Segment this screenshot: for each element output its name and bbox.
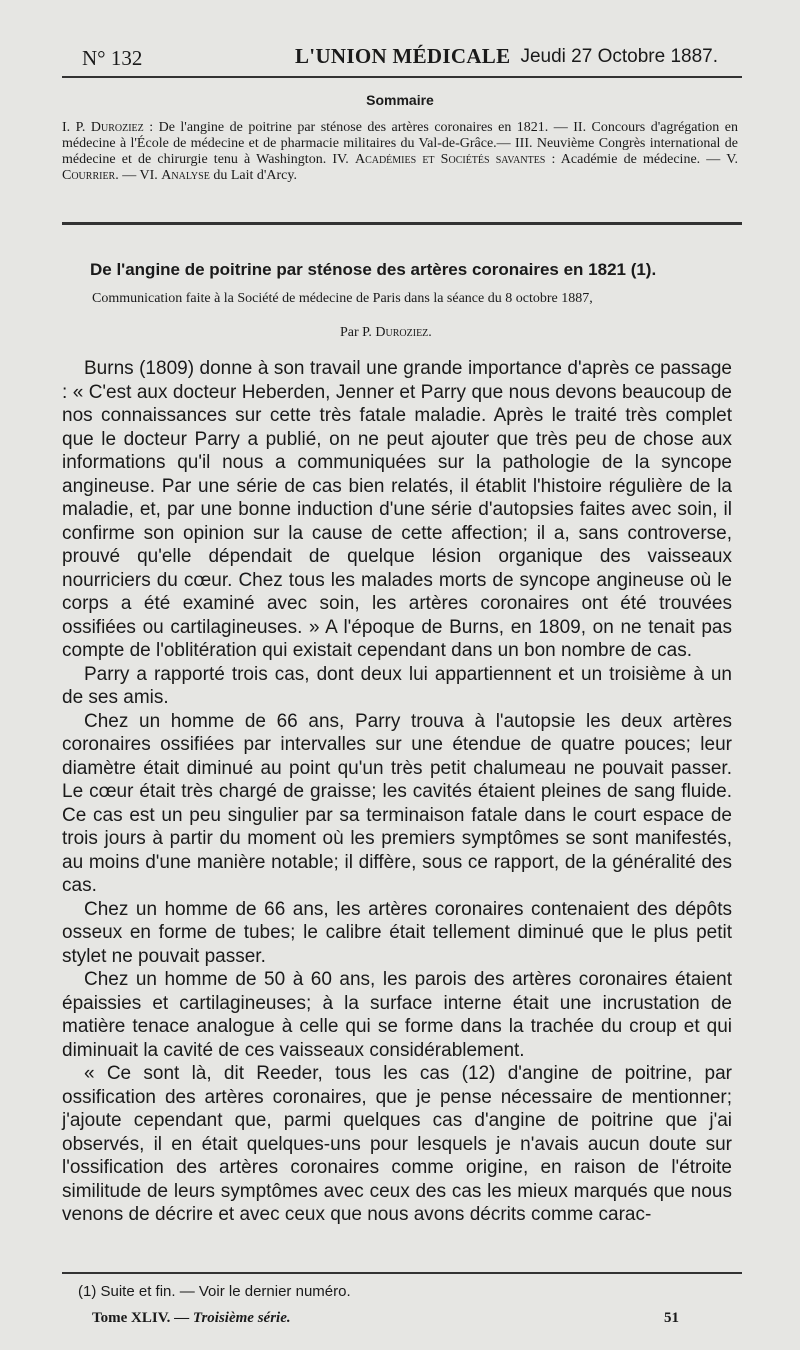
summary-text	[62, 120, 738, 184]
summary-author: Duroziez	[90, 120, 144, 135]
summary-text-part: : Académie de médecine. — V.	[545, 152, 739, 167]
page-number: 51	[664, 1310, 679, 1326]
journal-title: L'UNION MÉDICALE	[295, 44, 511, 68]
footer-tome: Tome XLIV. —	[92, 1310, 193, 1326]
article-body	[62, 357, 732, 1227]
footnote-rule	[62, 1272, 742, 1274]
author-prefix: Par P.	[340, 325, 376, 340]
issue-date: Jeudi 27 Octobre 1887.	[520, 46, 718, 67]
footer-volume	[92, 1310, 291, 1327]
paragraph: Burns (1809) donne à son travail une grande importance d'après ce passage : « C'est aux docteur Heberden, Jenner et Parry que nous devons beaucoup de nos connaissances sur cette très fatale maladie. Après le traité très complet que le docteur Parry a publié, on ne peut ajouter que très peu de chose aux informations qu'il nous a communiquées sur la pathologie de la syncope angineuse. Par une série de cas bien relatés, il établit l'histoire régulière de la maladie, et, par une bonne induction d'une série d'autopsies faites avec soin, il confirme son opinion sur la cause de cette affection; il a, sans controverse, prouvé qu'elle dépendait de quelque lésion organique des vaisseaux nourriciers du cœur. Chez tous les malades morts de syncope angineuse où le corps a été examiné avec soin, les artères coronaires ont été trouvées ossifiées ou cartilagineuses. » A l'époque de Burns, en 1809, on ne tenait pas compte de l'oblitération qui existait cependant dans un bon nombre de cas.	[62, 358, 732, 661]
summary-title: Sommaire	[366, 92, 434, 108]
summary-section: Académies et Sociétés savantes	[354, 152, 546, 167]
author-name: Duroziez	[375, 325, 429, 340]
page-header	[82, 44, 722, 74]
paragraph: Chez un homme de 50 à 60 ans, les parois des artères coronaires étaient épaissies et cartilagineuses; à la surface interne était une incrustation de matière tenace analogue à celle qui se forme dans la trachée du croup et qui diminuait la cavité de ces vaisseaux considérablement.	[62, 969, 732, 1061]
paragraph: « Ce sont là, dit Reeder, tous les cas (12) d'angine de poitrine, par ossification des artères coronaires, que je pense nécessaire de mentionner; j'ajoute cependant que, parmi quelques cas d'angine de poitrine que j'ai observés, il en était quelques-uns pour lesquels je n'avais aucun doute sur l'ossification des artères coronaires comme origine, en raison de l'étroite similitude de leurs symptômes avec ceux des cas les mieux marqués que nous venons de décrire et avec ceux que nous avons décrits comme carac-	[62, 1063, 732, 1225]
summary-text-part: : De l'angine de poitrine par sténose des artères coronaires en 1821. — II. Concours d'agrégation en médecine à l'École de médecine et de pharmacie militaires du Val-de-Grâce.— III. Neuvième Congrès international de médecine et de chirurgie tenu à Washington. IV.	[62, 120, 738, 167]
footer-series: Troisième série.	[192, 1310, 291, 1326]
paragraph: Chez un homme de 66 ans, Parry trouva à l'autopsie les deux artères coronaires ossifiées par intervalles sur une étendue de quatre pouces; leur diamètre était diminué au point qu'un très petit chalumeau ne pouvait passer. Le cœur était très chargé de graisse; les cavités étaient pleines de sang fluide. Ce cas est un peu singulier par sa terminaison fatale dans le court espace de trois jours à partir du moment où les premiers symptômes se sont manifestés, au moins d'une manière notable; il diffère, sous ce rapport, de la généralité des cas.	[62, 710, 732, 896]
summary-item-number: I. P.	[62, 120, 86, 135]
author-suffix: .	[428, 325, 432, 340]
summary-section: Courrier	[62, 168, 116, 183]
article-author	[340, 325, 432, 341]
paragraph: Chez un homme de 66 ans, les artères coronaires contenaient des dépôts osseux en forme de tubes; le calibre était tellement diminué que le plus petit stylet ne pouvait passer.	[62, 898, 732, 967]
footnote: (1) Suite et fin. — Voir le dernier numéro.	[78, 1283, 351, 1300]
paragraph: Parry a rapporté trois cas, dont deux lui appartiennent et un troisième à un de ses amis.	[62, 663, 732, 708]
issue-number: N° 132	[82, 46, 143, 70]
article-communication: Communication faite à la Société de médecine de Paris dans la séance du 8 octobre 1887,	[92, 291, 593, 306]
summary-text-part: . — VI.	[115, 168, 162, 183]
summary-text-part: du Lait d'Arcy.	[209, 168, 297, 183]
article-title: De l'angine de poitrine par sténose des artères coronaires en 1821 (1).	[90, 260, 657, 279]
header-rule	[62, 76, 742, 78]
summary-rule	[62, 222, 742, 225]
summary-section: Analyse	[161, 168, 210, 183]
